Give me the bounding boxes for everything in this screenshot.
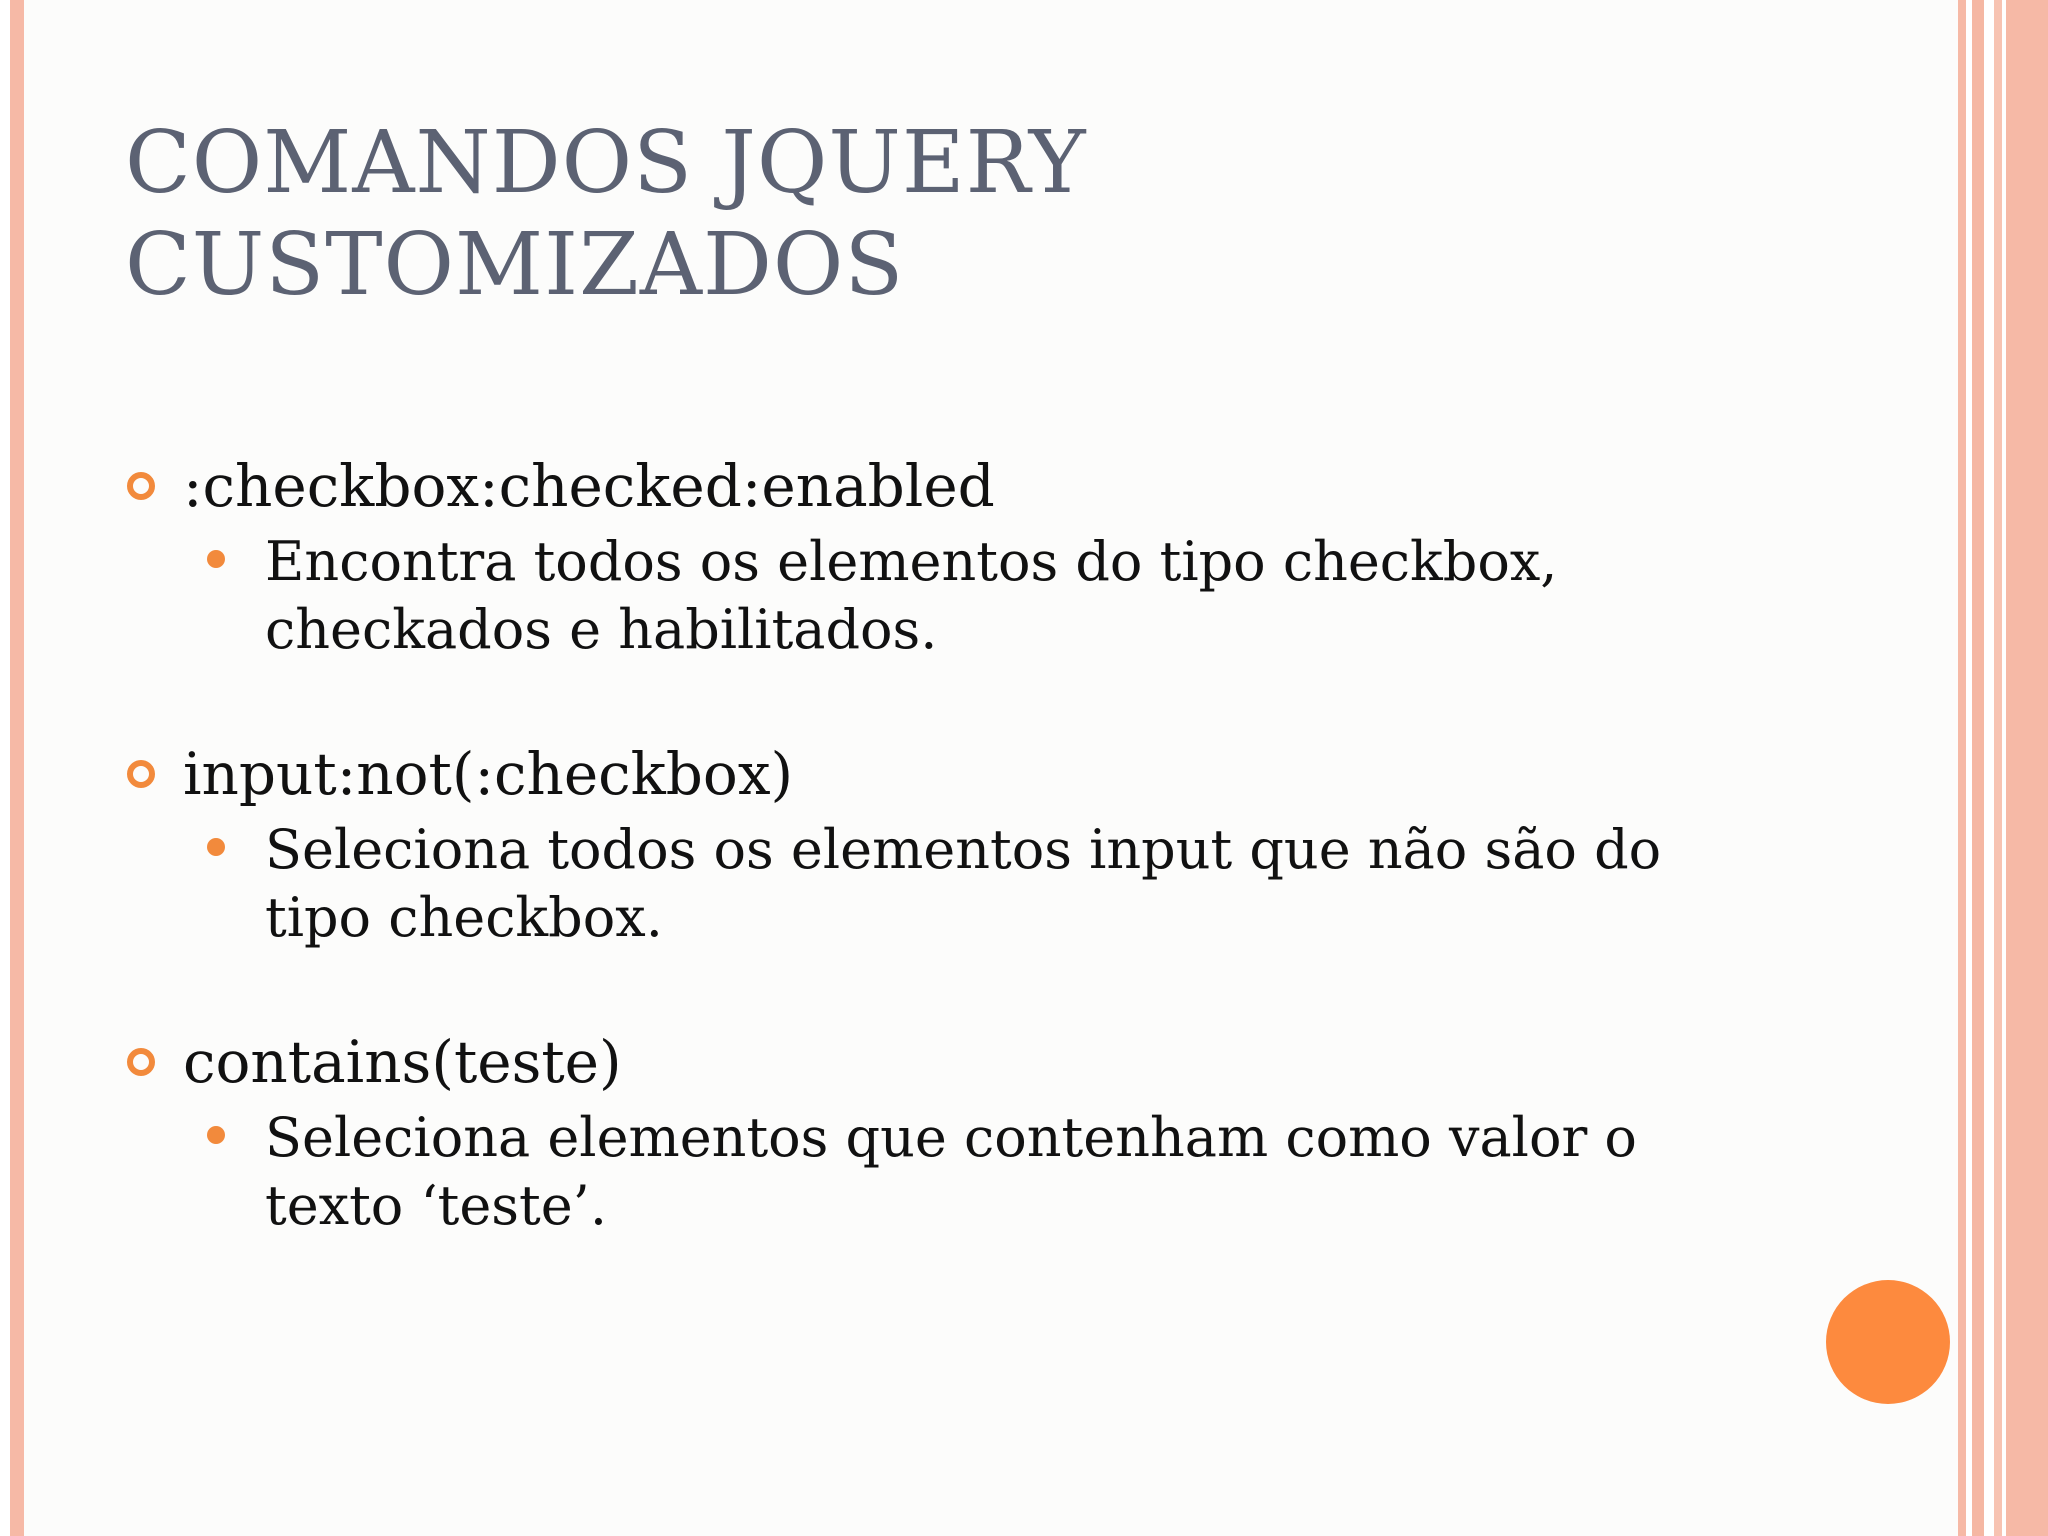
- sub-item-text: Seleciona todos os elementos input que não são do tipo checkbox.: [265, 818, 1662, 949]
- dot-bullet-icon: [207, 838, 225, 856]
- sub-item: [125, 816, 1745, 952]
- list-item: [125, 738, 1745, 952]
- slide-title: [125, 112, 1625, 316]
- item-label: input:not(:checkbox): [183, 740, 794, 808]
- dot-bullet-icon: [207, 550, 225, 568]
- decorative-circle: [1826, 1280, 1950, 1404]
- left-border-stripe: [10, 0, 24, 1536]
- title-line-1: COMANDOS JQUERY: [125, 113, 1087, 213]
- right-border-stripe: [2006, 0, 2048, 1536]
- sub-item-text: Encontra todos os elementos do tipo checkbox, checkados e habilitados.: [265, 530, 1558, 661]
- right-border-stripe: [1972, 0, 1984, 1536]
- title-line-2: CUSTOMIZADOS: [125, 215, 905, 315]
- list-item: [125, 1026, 1745, 1240]
- sub-item-text: Seleciona elementos que contenham como valor o texto ‘teste’.: [265, 1106, 1637, 1237]
- sub-item: [125, 1104, 1745, 1240]
- item-label: :checkbox:checked:enabled: [183, 452, 995, 520]
- right-border-stripe: [1958, 0, 1966, 1536]
- ring-bullet-icon: [127, 760, 155, 788]
- dot-bullet-icon: [207, 1126, 225, 1144]
- bullet-list: [125, 450, 1745, 1240]
- right-border-gap: [1984, 0, 1994, 1536]
- ring-bullet-icon: [127, 472, 155, 500]
- list-item: [125, 450, 1745, 664]
- sub-item: [125, 528, 1745, 664]
- item-label: contains(teste): [183, 1028, 622, 1096]
- right-border-stripe: [1994, 0, 2002, 1536]
- ring-bullet-icon: [127, 1048, 155, 1076]
